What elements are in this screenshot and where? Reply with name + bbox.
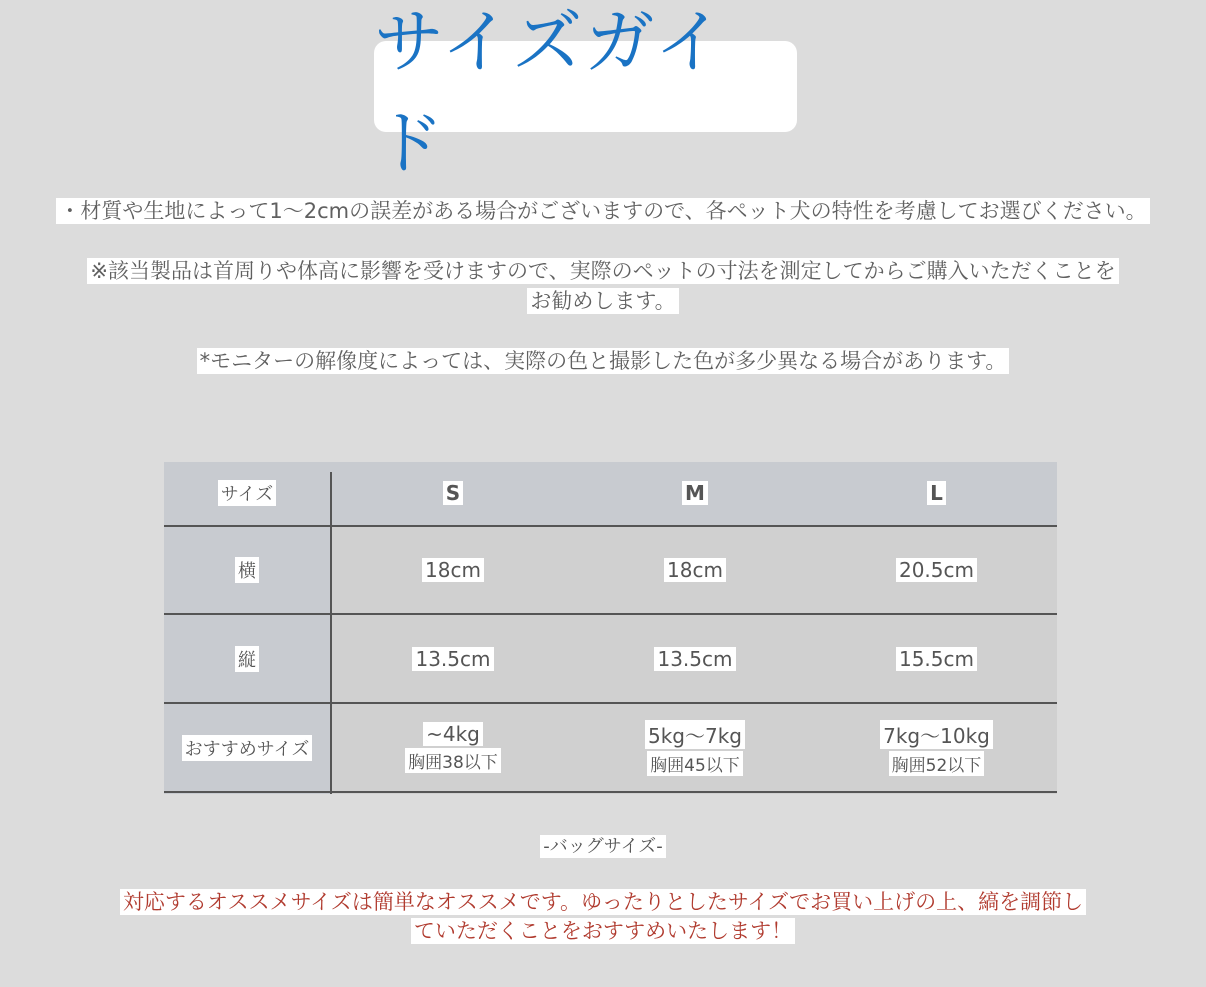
bag-size-label: -バッグサイズ- [540, 835, 666, 858]
row-recommended-label: おすすめサイズ [182, 735, 313, 761]
note-measure [0, 256, 1206, 316]
note-tolerance-text: ・材質や生地によって1〜2cmの誤差がある場合がございますので、各ペット犬の特性を考慮してお選びください。 [56, 198, 1149, 224]
row-recommended-s-cell [332, 704, 574, 791]
row-width-m: 18cm [664, 558, 726, 582]
row-recommended-m-cell [574, 704, 816, 791]
note-measure-line1: ※該当製品は首周りや体高に影響を受けますので、実際のペットの寸法を測定してからご購入いただくことを [87, 258, 1118, 284]
recommendation-line1: 対応するオススメサイズは簡単なオススメです。ゆったりとしたサイズでお買い上げの上、縞を調節し [120, 889, 1086, 915]
row-width-s-cell [332, 527, 574, 613]
row-recommended-l-weight: 7kg〜10kg [880, 720, 993, 749]
row-height-m: 13.5cm [654, 647, 735, 671]
note-monitor [0, 346, 1206, 376]
note-tolerance [0, 196, 1206, 226]
row-height-l: 15.5cm [896, 647, 977, 671]
table-divider-bottom [164, 791, 1057, 793]
header-size-l: L [927, 481, 946, 505]
row-recommended-label-cell [164, 704, 330, 791]
row-recommended-l-chest: 胸囲52以下 [889, 751, 985, 776]
header-size-label: サイズ [218, 480, 277, 506]
row-height-label: 縦 [235, 646, 259, 672]
row-recommended-s-chest: 胸囲38以下 [405, 748, 501, 773]
row-height-m-cell [574, 615, 816, 702]
row-width-s: 18cm [422, 558, 484, 582]
header-size-label-cell [164, 462, 330, 524]
row-width-m-cell [574, 527, 816, 613]
row-height-label-cell [164, 615, 330, 702]
note-measure-line2: お勧めします。 [527, 288, 678, 314]
row-recommended-l-cell [816, 704, 1057, 791]
size-table [164, 462, 1057, 794]
row-recommended-m-weight: 5kg〜7kg [645, 720, 745, 749]
bag-size-caption [0, 832, 1206, 858]
page-title: サイズガイド [374, 41, 797, 132]
row-width-label: 横 [235, 557, 259, 583]
recommendation-note [0, 888, 1206, 946]
row-width-l-cell [816, 527, 1057, 613]
header-size-m: M [682, 481, 708, 505]
header-size-m-cell [574, 462, 816, 524]
row-width-label-cell [164, 527, 330, 613]
row-height-s: 13.5cm [412, 647, 493, 671]
note-monitor-text: *モニターの解像度によっては、実際の色と撮影した色が多少異なる場合があります。 [197, 348, 1010, 374]
row-width-l: 20.5cm [896, 558, 977, 582]
recommendation-line2: ていただくことをおすすめいたします！ [411, 918, 795, 944]
row-height-l-cell [816, 615, 1057, 702]
header-size-s-cell [332, 462, 574, 524]
row-height-s-cell [332, 615, 574, 702]
row-recommended-m-chest: 胸囲45以下 [647, 751, 743, 776]
header-size-s: S [443, 481, 463, 505]
header-size-l-cell [816, 462, 1057, 524]
row-recommended-s-weight: ~4kg [423, 722, 483, 746]
